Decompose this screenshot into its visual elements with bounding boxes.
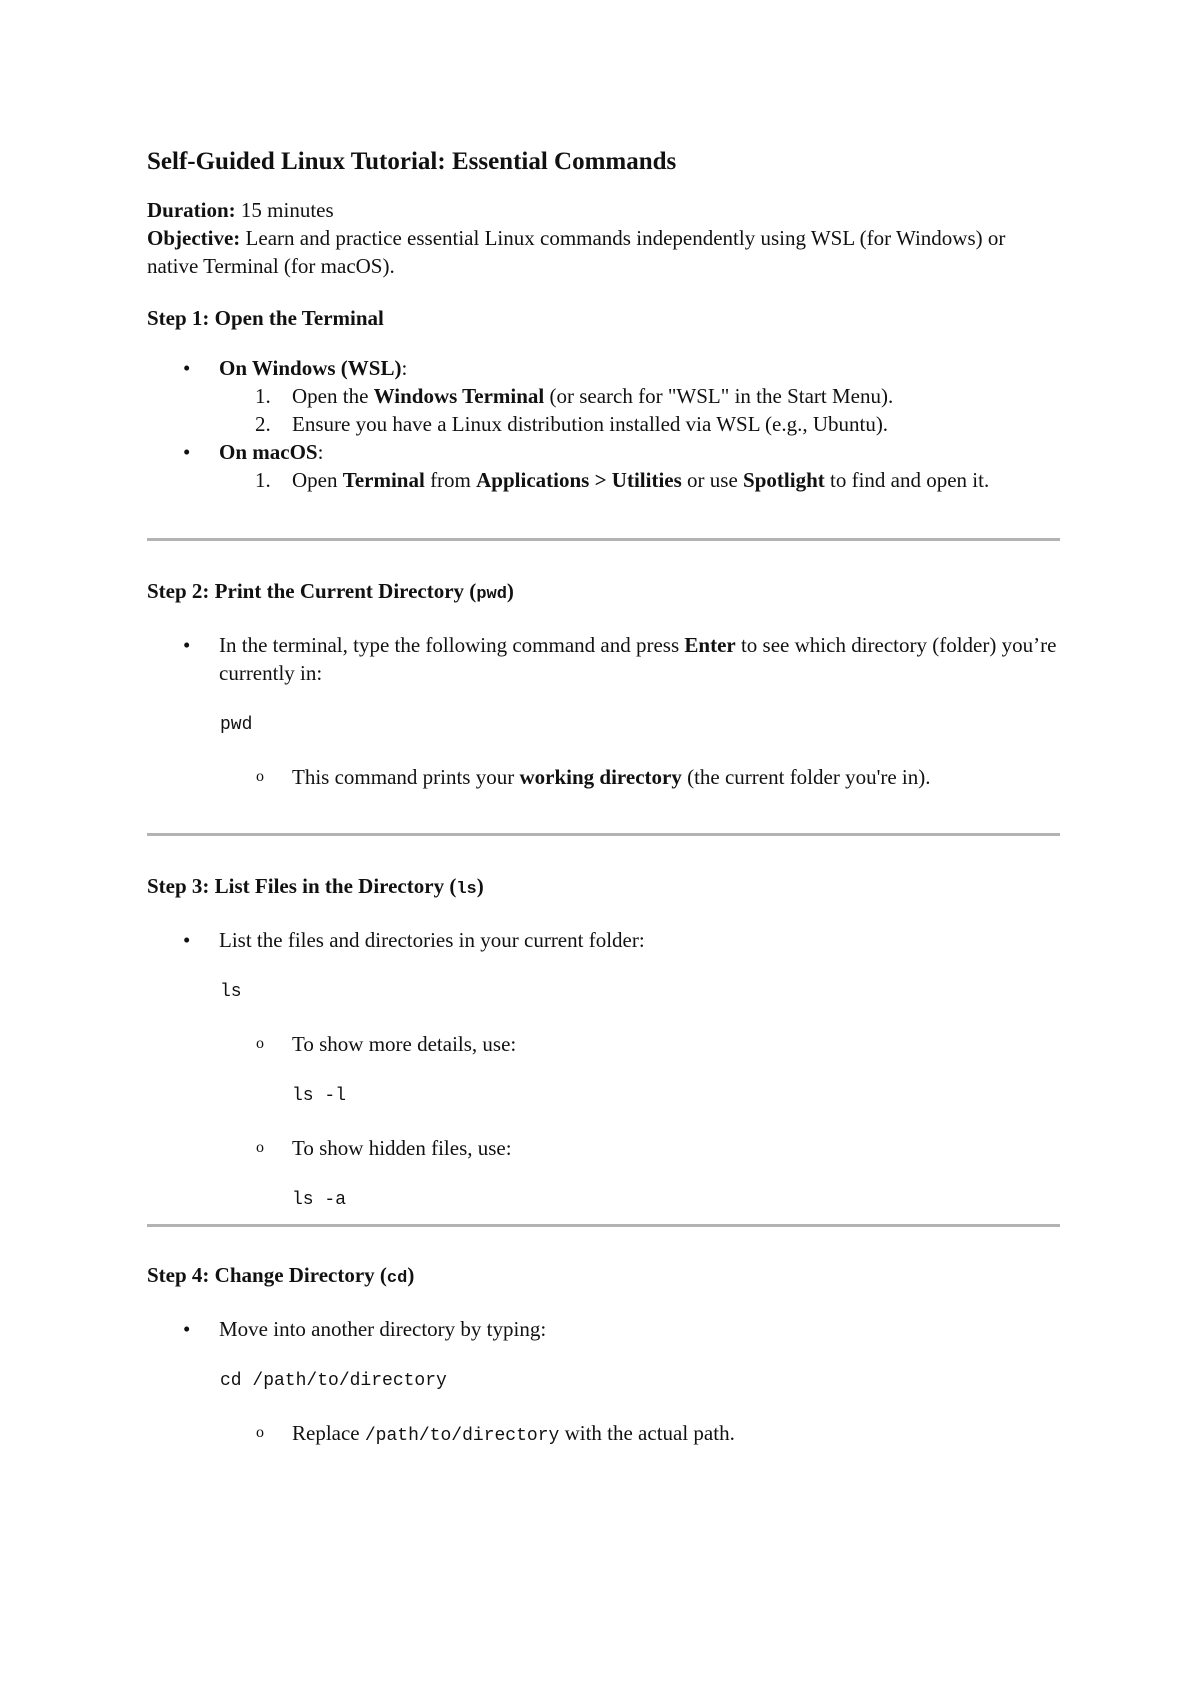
heading-text: Step 3: List Files in the Directory ( xyxy=(147,874,457,898)
heading-close: ) xyxy=(476,874,484,898)
step-bold: Applications > Utilities xyxy=(476,468,682,492)
step-text: or use xyxy=(681,468,744,492)
step1-heading: Step 1: Open the Terminal xyxy=(147,306,384,330)
step4-bullet: • Move into another directory by typing: xyxy=(147,1315,1060,1343)
objective-label: Objective: xyxy=(147,226,241,250)
step3-list xyxy=(147,926,1060,954)
subitem-code: /path/to/directory xyxy=(364,1426,560,1446)
heading-command: cd xyxy=(386,1269,408,1288)
subitem-bold: working directory xyxy=(519,765,682,789)
duration-label: Duration: xyxy=(147,198,236,222)
step1-windows-item xyxy=(147,354,1060,438)
mac-step-1 xyxy=(219,466,1060,494)
step-bold: Spotlight xyxy=(743,468,825,492)
subitem-text: (the current folder you're in). xyxy=(681,765,931,789)
heading-text: Step 4: Change Directory ( xyxy=(147,1263,387,1287)
code-block-ls: ls xyxy=(220,982,242,1002)
subitem-text: This command prints your xyxy=(292,765,520,789)
duration-value: 15 minutes xyxy=(240,198,334,222)
windows-colon: : xyxy=(401,356,408,380)
step3-sublist xyxy=(219,1030,1060,1058)
bullet-text: to see which directory (folder) you’re currently in: xyxy=(219,633,1057,685)
heading-close: ) xyxy=(506,579,514,603)
step4-sublist xyxy=(219,1419,1060,1450)
step2-list xyxy=(147,631,1060,687)
windows-label: On Windows (WSL) xyxy=(219,356,402,380)
step-text: to find and open it. xyxy=(824,468,990,492)
step-text: Open the xyxy=(292,384,374,408)
windows-step-2 xyxy=(219,410,1060,438)
step3-heading xyxy=(147,872,1060,904)
meta-block xyxy=(147,196,1060,280)
section-divider xyxy=(147,833,1060,836)
step1-mac-item xyxy=(147,438,1060,494)
section-divider xyxy=(147,1224,1060,1227)
step3-bullet: • List the files and directories in your current folder: xyxy=(147,926,1060,954)
step-text: Ensure you have a Linux distribution installed via WSL (e.g., Ubuntu). xyxy=(292,412,889,436)
objective-value: Learn and practice essential Linux commands independently using WSL (for Windows) or native Terminal (for macOS). xyxy=(147,226,1006,278)
step-bold: Windows Terminal xyxy=(373,384,545,408)
objective-line xyxy=(147,224,1060,280)
windows-steps xyxy=(219,382,1060,438)
heading-command: pwd xyxy=(476,585,507,604)
step-text: from xyxy=(424,468,477,492)
code-block-ls-a: ls -a xyxy=(292,1190,347,1210)
step-text: (or search for "WSL" in the Start Menu). xyxy=(544,384,894,408)
step2-sublist xyxy=(219,763,1060,791)
heading-close: ) xyxy=(407,1263,415,1287)
step4-subitem xyxy=(147,1419,1060,1450)
step-number: 2. xyxy=(255,412,271,436)
section-divider xyxy=(147,538,1060,541)
step3-subitem-hidden: o To show hidden files, use: xyxy=(147,1134,1060,1162)
step-number: 1. xyxy=(255,468,271,492)
bullet-bold: Enter xyxy=(684,633,736,657)
heading-text: Step 2: Print the Current Directory ( xyxy=(147,579,477,603)
duration-line xyxy=(147,196,1060,224)
code-block-cd: cd /path/to/directory xyxy=(220,1371,447,1391)
heading-command: ls xyxy=(456,880,477,899)
step2-heading xyxy=(147,577,1060,609)
step-number: 1. xyxy=(255,384,271,408)
step1-list xyxy=(147,354,1060,494)
code-block-ls-l: ls -l xyxy=(292,1086,347,1106)
step3-subitem-details: o To show more details, use: xyxy=(147,1030,1060,1058)
code-block-pwd: pwd xyxy=(220,715,253,735)
windows-step-1 xyxy=(219,382,1060,410)
step2-subitem xyxy=(147,763,1060,791)
mac-colon: : xyxy=(317,440,324,464)
step4-heading xyxy=(147,1261,1060,1293)
mac-steps xyxy=(219,466,1060,494)
step-bold: Terminal xyxy=(342,468,425,492)
page-title: Self-Guided Linux Tutorial: Essential Commands xyxy=(147,148,677,175)
mac-label: On macOS xyxy=(219,440,318,464)
step4-list xyxy=(147,1315,1060,1343)
bullet-text: In the terminal, type the following command and press xyxy=(219,633,685,657)
subitem-text: with the actual path. xyxy=(559,1421,735,1445)
step3-sublist-2 xyxy=(219,1134,1060,1162)
subitem-text: Replace xyxy=(292,1421,365,1445)
step2-bullet xyxy=(147,631,1060,687)
step-text: Open xyxy=(292,468,343,492)
